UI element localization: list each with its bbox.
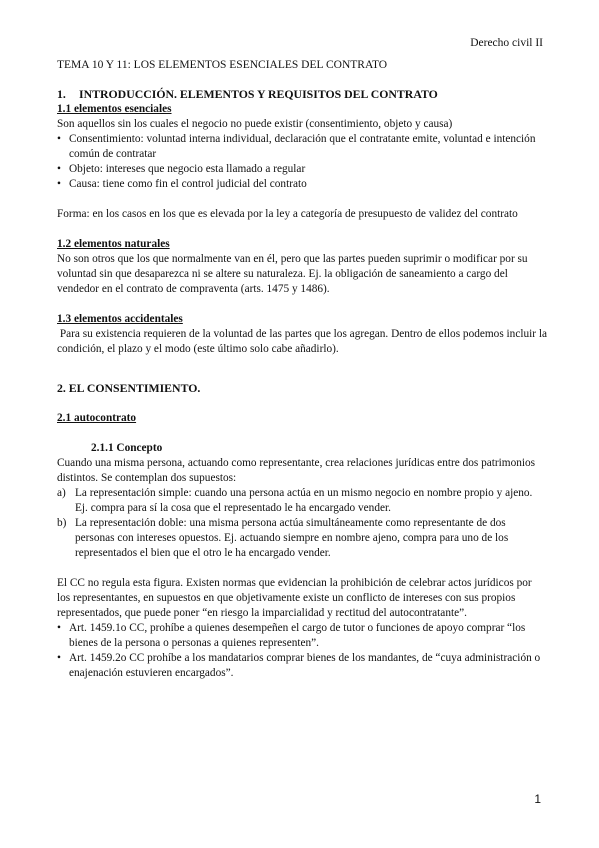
subsection-1-1-intro: Son aquellos sin los cuales el negocio no puede existir (consentimiento, objeto y causa): [57, 118, 453, 130]
list-item: • Causa: tiene como fin el control judicial del contrato: [57, 177, 547, 192]
concept-intro: Cuando una misma persona, actuando como representante, crea relaciones jurídicas entre dos patrimonios distintos. Se contemplan dos supuestos:: [57, 457, 536, 484]
cases-list: [57, 486, 547, 561]
subsection-1-3-heading: 1.3 elementos accidentales: [57, 313, 183, 325]
page-content: [57, 58, 550, 681]
section-1-number: 1.: [57, 87, 66, 101]
list-marker: a): [57, 487, 66, 499]
list-item-text: La representación doble: una misma persona actúa simultáneamente como representante de dos personas con intereses opuestos. Ej. actuando siempre en nombre ajeno, compra para uno de los representados el bien que el otro le ha encargado vender.: [75, 517, 509, 559]
list-item: • Objeto: intereses que negocio esta llamado a regular: [57, 162, 547, 177]
subsection-1-3-text: Para su existencia requieren de la voluntad de las partes que los agregan. Dentro de ellos podemos incluir la condición, el plazo y el modo (este último solo cabe añadirlo).: [57, 328, 550, 355]
list-item: [57, 486, 547, 516]
subsection-2-1-1-heading: 2.1.1 Concepto: [91, 442, 163, 454]
list-item: • Art. 1459.1o CC, prohíbe a quienes desempeñen el cargo de tutor o funciones de apoyo comprar “los bienes de la persona o personas a quienes representen”.: [57, 621, 547, 651]
topic-title: TEMA 10 Y 11: LOS ELEMENTOS ESENCIALES DEL CONTRATO: [57, 59, 388, 71]
section-1-heading: [57, 87, 547, 102]
essential-elements-list: [57, 132, 547, 192]
page-number: 1: [534, 792, 541, 806]
subsection-1-2-heading: 1.2 elementos naturales: [57, 238, 170, 250]
list-item: [57, 516, 547, 561]
section-1-title: INTRODUCCIÓN. ELEMENTOS Y REQUISITOS DEL CONTRATO: [79, 87, 438, 101]
forma-paragraph: Forma: en los casos en los que es elevada por la ley a categoría de presupuesto de validez del contrato: [57, 208, 518, 220]
list-item: • Consentimiento: voluntad interna individual, declaración que el contratante emite, voluntad e intención común de contratar: [57, 132, 547, 162]
running-header: Derecho civil II: [470, 37, 543, 49]
subsection-2-1-heading: 2.1 autocontrato: [57, 412, 137, 424]
list-item-text: La representación simple: cuando una persona actúa en un mismo negocio en nombre propio y ajeno. Ej. compra para sí la cosa que el representado le ha encargado vender.: [75, 487, 533, 514]
section-2-heading: 2. EL CONSENTIMIENTO.: [57, 381, 201, 395]
subsection-1-1-heading: 1.1 elementos esenciales: [57, 103, 172, 115]
articles-list: [57, 621, 547, 681]
list-item: • Art. 1459.2o CC prohíbe a los mandatarios comprar bienes de los mandantes, de “cuya administración o enajenación estuvieren encargados”.: [57, 651, 547, 681]
subsection-1-2-text: No son otros que los que normalmente van en él, pero que las partes pueden suprimir o modificar por su voluntad sin que desaparezca ni se altere su naturaleza. Ej. la obligación de saneamiento a cargo del vendedor en el contrato de compraventa (arts. 1475 y 1486).: [57, 253, 528, 295]
cc-paragraph: El CC no regula esta figura. Existen normas que evidencian la prohibición de celebrar actos jurídicos por los representantes, en supuestos en que objetivamente existe un conflicto de intereses con sus propios representados, que puede poner “en riesgo la imparcialidad y rectitud del autocontratante”.: [57, 577, 532, 619]
list-marker: b): [57, 517, 67, 529]
